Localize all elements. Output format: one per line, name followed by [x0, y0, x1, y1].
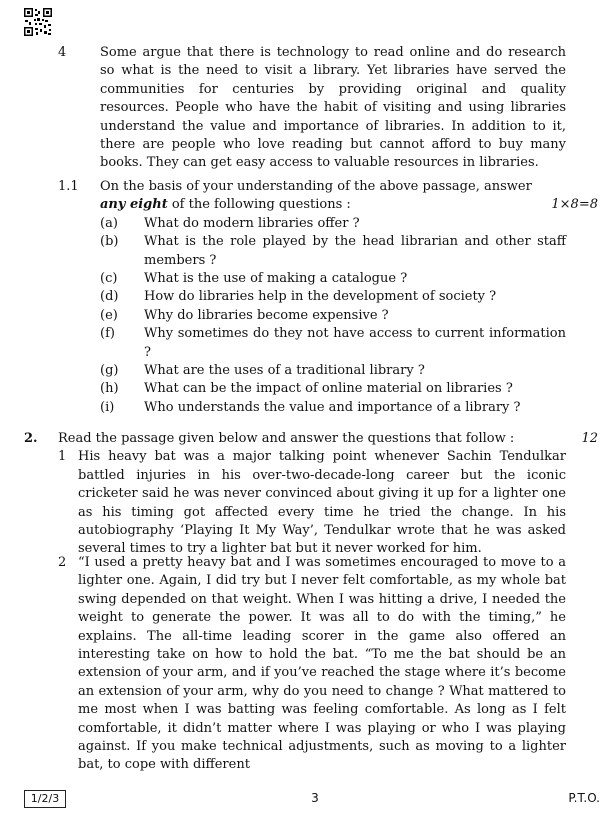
qr-code-icon: [24, 8, 52, 36]
passage-paragraph-2: “I used a pretty heavy bat and I was sometimes encouraged to move to a lighter one. Again, I did try but I never felt comfortable, as my whole bat swing depended on that weight. When I was hitting a drive, I needed the weight to generate the power. It was all to do with the timing,” he explains. The all-time leading scorer in the game also offered an interesting take on how to hold the bat. “To me the bat should be an extension of your arm, and if you’ve reached the stage where it’s become an extension of your arm, why do you need to change ? What mattered to me most when I was batting was feeling comfortable. As long as I felt comfortable, it didn’t matter where I was playing or who I was playing against. If you make technical adjustments, such as moving to a lighter bat, to cope with different: [78, 555, 566, 773]
option-text: Why sometimes do they not have access to current information ?: [144, 326, 566, 360]
option-text: What do modern libraries offer ?: [144, 215, 360, 231]
question-number: 2.: [24, 431, 38, 446]
option-label: (d): [100, 289, 119, 305]
passage-paragraph-4: Some argue that there is technology to read online and do research so what is the need to visit a library. Yet libraries have served the communities for centuries by providing original and quality resources. People who have the habit of visiting and using libraries understand the value and importance of libraries. In addition to it, there are people who love reading but cannot afford to buy many books. They can get easy access to valuable resources in libraries.: [100, 45, 566, 171]
option-label: (b): [100, 234, 119, 250]
paragraph-number: 2: [58, 555, 67, 570]
paragraph-number: 4: [58, 45, 67, 60]
instruction-line-2: [100, 196, 520, 214]
option-label: (g): [100, 363, 119, 378]
paper-code: 1/2/3: [24, 790, 66, 808]
question-instruction: Read the passage given below and answer the questions that follow :: [58, 431, 515, 446]
option-text: Who understands the value and importance of a library ?: [144, 399, 521, 415]
option-text: What is the role played by the head librarian and other staff members ?: [144, 234, 566, 268]
instruction-rest: of the following questions :: [167, 197, 351, 213]
option-label: (e): [100, 307, 118, 323]
option-text: Why do libraries become expensive ?: [144, 307, 389, 323]
option-label: (c): [100, 271, 118, 286]
option-text: What is the use of making a catalogue ?: [144, 271, 408, 286]
marks-1-1: 1×8=8: [551, 197, 598, 213]
instruction-line: On the basis of your understanding of the above passage, answer: [100, 179, 532, 194]
option-label: (a): [100, 215, 118, 231]
option-text: How do libraries help in the development of society ?: [144, 289, 497, 305]
paragraph-number: 1: [58, 449, 67, 465]
instruction-emphasis: any eight: [100, 197, 168, 213]
option-text: What are the uses of a traditional library ?: [144, 363, 425, 378]
marks-q2: 12: [581, 431, 598, 446]
option-label: (h): [100, 381, 119, 397]
passage-paragraph-1: His heavy bat was a major talking point whenever Sachin Tendulkar battled injuries in his over-two-decade-long career but the iconic cricketer said he was never convinced about giving it up for a lighter one as his timing got affected every time he tried the change. In his autobiography ‘Playing It My Way’, Tendulkar wrote that he was asked several times to try a lighter bat but it never worked for him.: [78, 449, 566, 557]
option-label: (f): [100, 326, 115, 342]
page-number: 3: [311, 791, 319, 805]
option-label: (i): [100, 399, 115, 415]
please-turn-over: P.T.O.: [568, 791, 600, 805]
subquestion-number: 1.1: [58, 179, 79, 194]
option-text: What can be the impact of online material on libraries ?: [144, 381, 513, 397]
